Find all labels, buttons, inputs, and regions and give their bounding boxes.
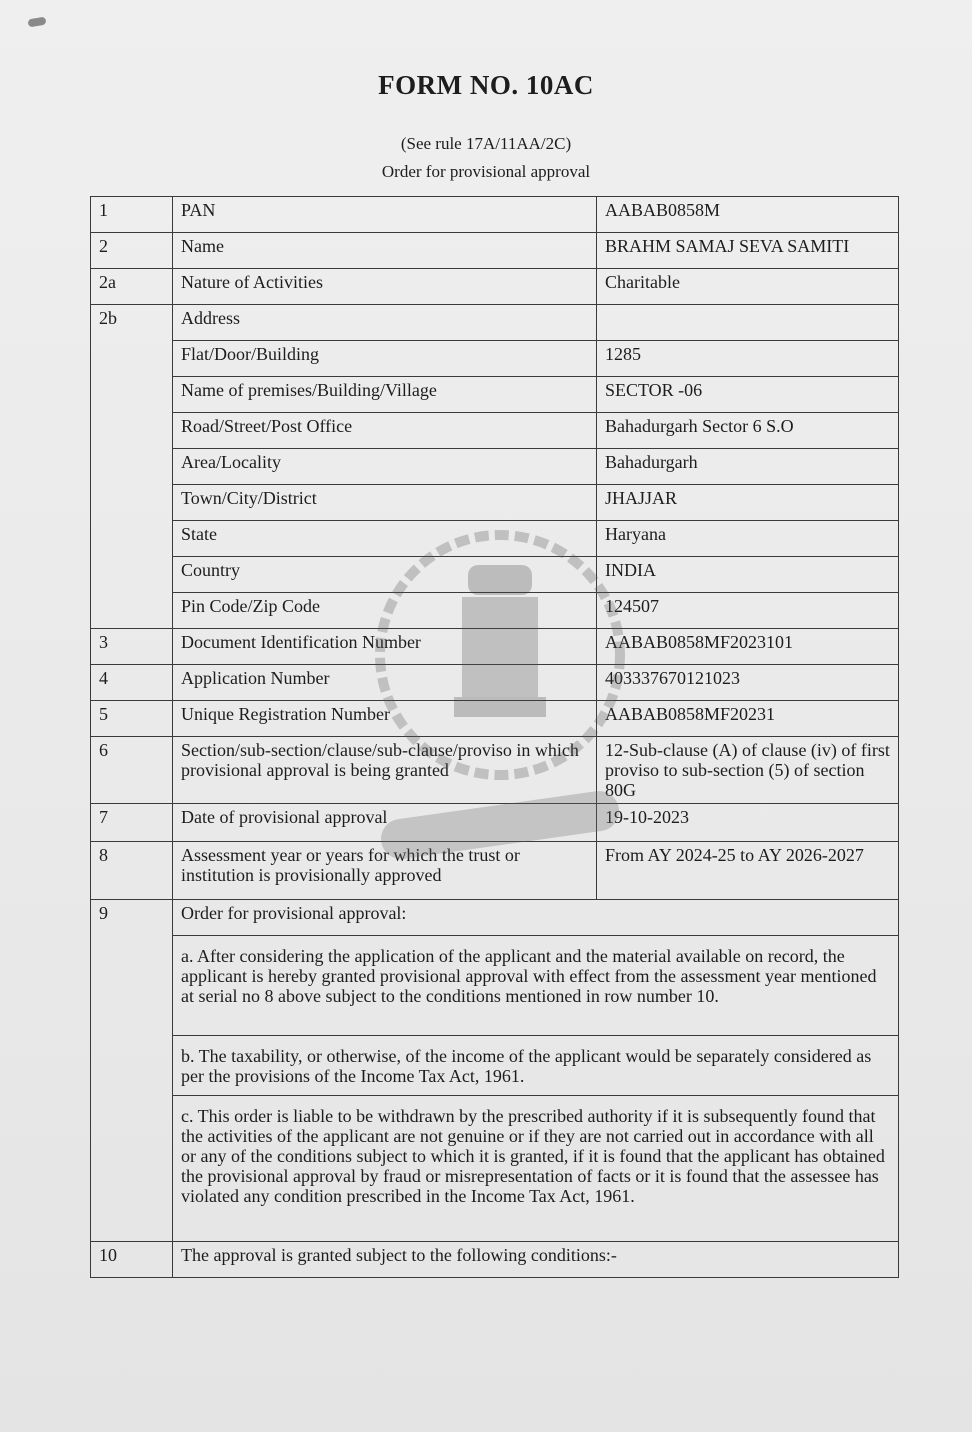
table-row [91,449,899,485]
table-row [91,341,899,377]
table-row [91,804,899,842]
field-label: Document Identification Number [173,629,597,665]
table-row [91,485,899,521]
serial-number: 6 [91,737,173,804]
field-label: Address [173,305,597,341]
field-value: 1285 [597,341,899,377]
field-value: INDIA [597,557,899,593]
serial-number: 2 [91,233,173,269]
table-row [91,701,899,737]
field-label: State [173,521,597,557]
form-title: FORM NO. 10AC [378,70,594,100]
serial-number: 4 [91,665,173,701]
serial-number: 7 [91,804,173,842]
field-label: Section/sub-section/clause/sub-clause/proviso in which provisional approval is being granted [173,737,597,804]
serial-number: 8 [91,842,173,900]
serial-number: 3 [91,629,173,665]
field-label: Unique Registration Number [173,701,597,737]
field-value: JHAJJAR [597,485,899,521]
form-rule: (See rule 17A/11AA/2C) [400,134,572,153]
field-value: 12-Sub-clause (A) of clause (iv) of first proviso to sub-section (5) of section 80G [597,737,899,804]
table-row [91,1242,899,1278]
field-value: AABAB0858M [597,197,899,233]
field-value: BRAHM SAMAJ SEVA SAMITI [597,233,899,269]
pen-mark [27,16,46,27]
field-value: 124507 [597,593,899,629]
field-label: Assessment year or years for which the trust or institution is provisionally approved [173,842,597,900]
table-row [91,197,899,233]
table-row [91,305,899,341]
field-label: Town/City/District [173,485,597,521]
serial-number: 10 [91,1242,173,1278]
field-value: AABAB0858MF2023101 [597,629,899,665]
table-row [91,593,899,629]
table-row [91,900,899,936]
serial-number: 5 [91,701,173,737]
table-row [91,557,899,593]
table-row [91,521,899,557]
field-value: Bahadurgarh Sector 6 S.O [597,413,899,449]
field-value: 403337670121023 [597,665,899,701]
table-row [91,413,899,449]
table-row [91,269,899,305]
field-value: Bahadurgarh [597,449,899,485]
field-label: Country [173,557,597,593]
field-label: PAN [173,197,597,233]
serial-number: 2a [91,269,173,305]
field-value: From AY 2024-25 to AY 2026-2027 [597,842,899,900]
serial-number: 9 [91,900,173,1242]
table-row [91,842,899,900]
field-label: Pin Code/Zip Code [173,593,597,629]
table-row [91,377,899,413]
table-row [91,233,899,269]
field-label: Name of premises/Building/Village [173,377,597,413]
table-row [91,1096,899,1242]
field-value: AABAB0858MF20231 [597,701,899,737]
field-label: Area/Locality [173,449,597,485]
field-label: Date of provisional approval [173,804,597,842]
order-paragraph-a: a. After considering the application of the applicant and the material available on record, the applicant is hereby granted provisional approval with effect from the assessment year mentioned at serial no 8 above subject to the conditions mentioned in row number 10. [173,936,899,1036]
field-value: Haryana [597,521,899,557]
field-value: 19-10-2023 [597,804,899,842]
field-value: SECTOR -06 [597,377,899,413]
order-paragraph-c: c. This order is liable to be withdrawn by the prescribed authority if it is subsequently found that the activities of the applicant are not genuine or if they are not carried out in accordance with all or any of the conditions subject to which it is granted, if it is found that the applicant has obtained the provisional approval by fraud or misrepresentation of facts or it is found that the assessee has violated any condition prescribed in the Income Tax Act, 1961. [173,1096,899,1242]
table-row [91,665,899,701]
field-value: Charitable [597,269,899,305]
conditions-text: The approval is granted subject to the following conditions:- [173,1242,899,1278]
order-heading: Order for provisional approval: [173,900,899,936]
form-subtitle: Order for provisional approval [381,162,591,181]
field-label: Road/Street/Post Office [173,413,597,449]
order-paragraph-b: b. The taxability, or otherwise, of the income of the applicant would be separately considered as per the provisions of the Income Tax Act, 1961. [173,1036,899,1096]
field-label: Application Number [173,665,597,701]
table-row [91,1036,899,1096]
table-row [91,629,899,665]
serial-number: 2b [91,305,173,629]
field-label: Nature of Activities [173,269,597,305]
field-label: Flat/Door/Building [173,341,597,377]
table-row [91,737,899,804]
serial-number: 1 [91,197,173,233]
table-body [91,197,899,1278]
table-row [91,936,899,1036]
approval-table [90,196,899,1278]
field-value [597,305,899,341]
field-label: Name [173,233,597,269]
